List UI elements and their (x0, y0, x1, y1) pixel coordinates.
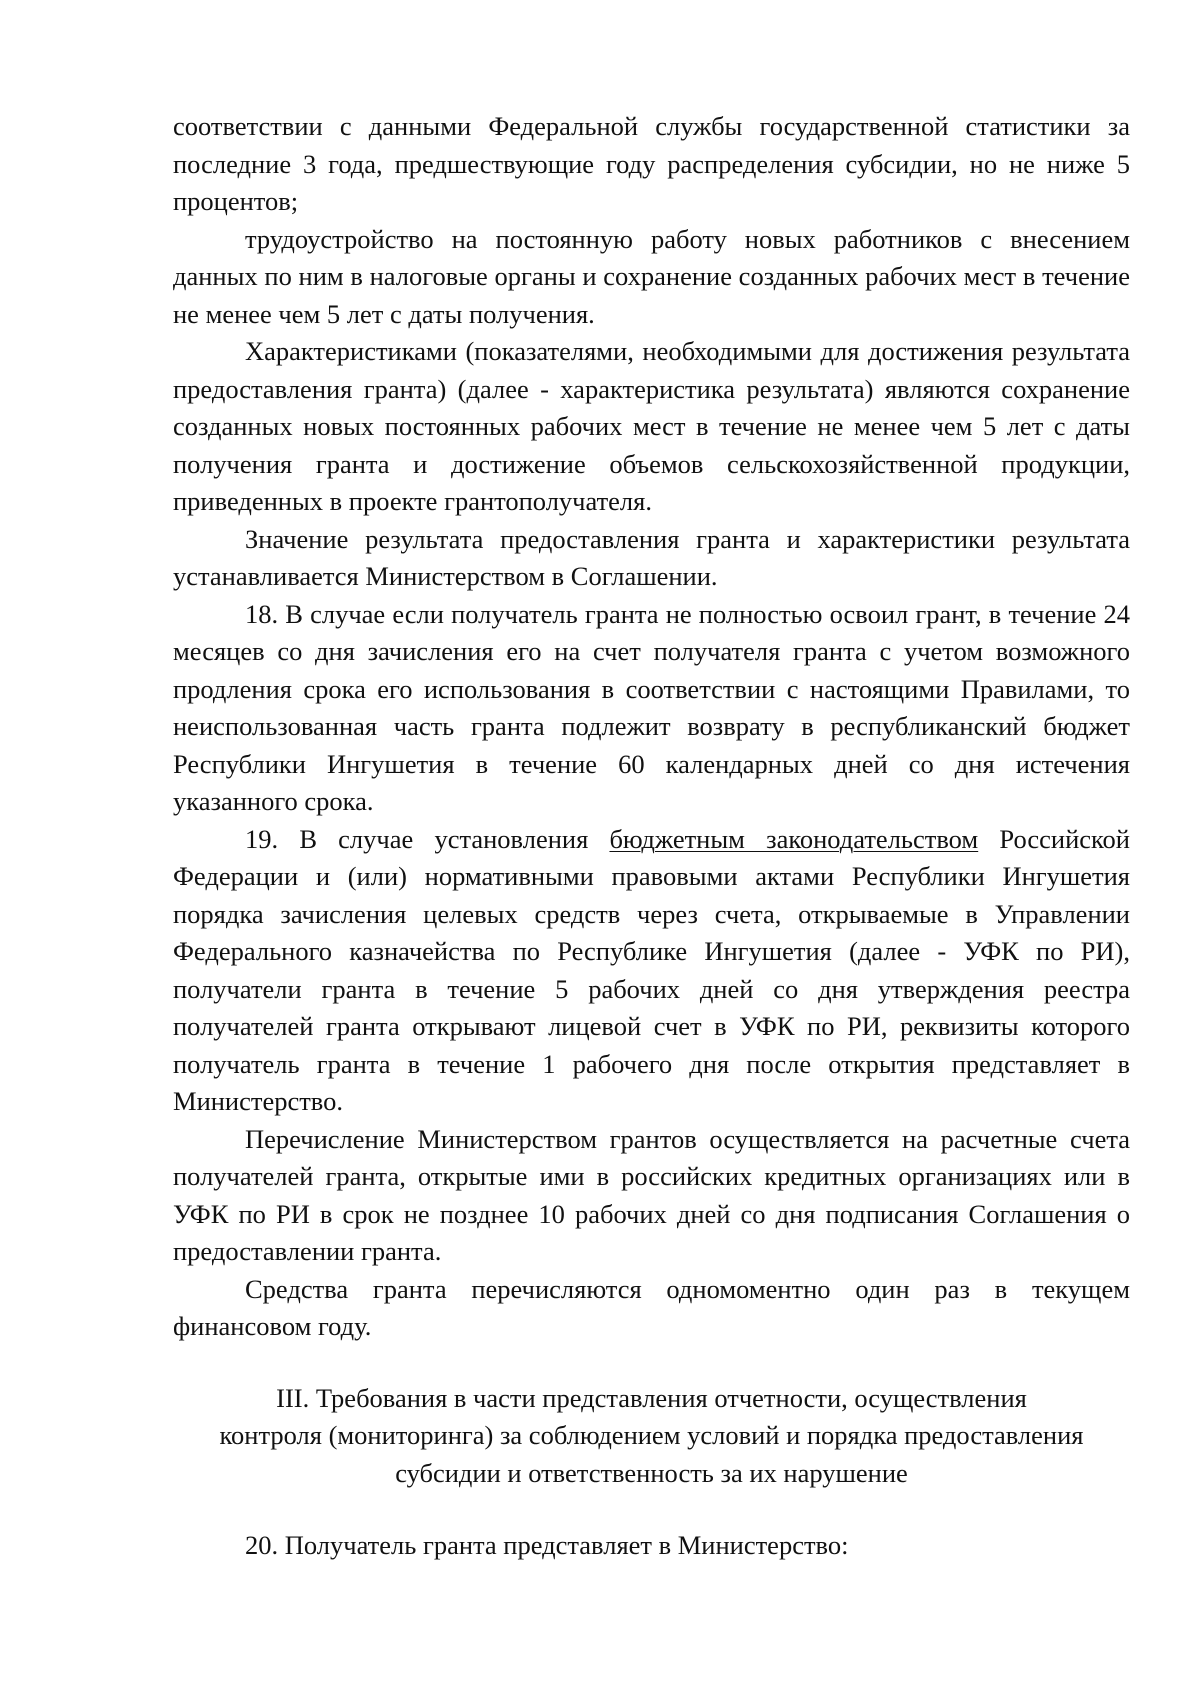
paragraph-item-19-end: Российской Федерации и (или) нормативными правовыми актами Республики Ингушетия порядка зачисления целевых средств через счета, открываемые в Управлении Федерального казначейства по Республике Ингушетия (далее - УФК по РИ), получатели гранта в течение 5 рабочих дней со дня утверждения реестра получателей гранта открывают лицевой счет в УФК по РИ, реквизиты которого получатель гранта в течение 1 рабочего дня после открытия представляет в Министерство. (173, 823, 1130, 1116)
section-heading-line-1: III. Требования в части представления отчетности, осуществления (276, 1382, 1027, 1413)
paragraph-grant-funds: Средства гранта перечисляются одномоментно один раз в текущем финансовом году. (173, 1273, 1130, 1341)
paragraph-item-18: 18. В случае если получатель гранта не полностью освоил грант, в течение 24 месяцев со дня зачисления его на счет получателя гранта с учетом возможного продления срока его использования в соответствии с настоящими Правилами, то неиспользованная часть гранта подлежит возврату в республиканский бюджет Республики Ингушетия в течение 60 календарных дней со дня истечения указанного срока. (173, 598, 1130, 816)
section-heading-line-3: субсидии и ответственность за их нарушение (395, 1457, 908, 1488)
section-heading (173, 1380, 1130, 1493)
paragraph-characteristics: Характеристиками (показателями, необходимыми для достижения результата предоставления гранта) (далее - характеристика результата) являются сохранение созданных новых постоянных рабочих мест в течение не менее чем 5 лет с даты получения гранта и достижение объемов сельскохозяйственной продукции, приведенных в проекте грантополучателя. (173, 336, 1130, 516)
paragraph-employment: трудоустройство на постоянную работу новых работников с внесением данных по ним в налоговые органы и сохранение созданных рабочих мест в течение не менее чем 5 лет с даты получения. (173, 223, 1130, 329)
paragraph-item-19 (173, 821, 1130, 1121)
paragraph-item-19-start: 19. В случае установления (245, 823, 610, 854)
budget-legislation-link[interactable]: бюджетным законодательством (609, 823, 979, 854)
paragraph-statistics-continuation: соответствии с данными Федеральной службы государственной статистики за последние 3 года, предшествующие году распределения субсидии, но не ниже 5 процентов; (173, 111, 1130, 216)
paragraph-result-value: Значение результата предоставления гранта и характеристики результата устанавливается Министерством в Соглашении. (173, 523, 1130, 591)
section-heading-line-2: контроля (мониторинга) за соблюдением условий и порядка предоставления (219, 1420, 1084, 1450)
document-page (173, 108, 1130, 1565)
paragraph-transfer: Перечисление Министерством грантов осуществляется на расчетные счета получателей гранта, открытые ими в российских кредитных организациях или в УФК по РИ в срок не позднее 10 рабочих дней со дня подписания Соглашения о предоставлении гранта. (173, 1123, 1130, 1266)
paragraph-item-20: 20. Получатель гранта представляет в Министерство: (245, 1530, 849, 1560)
